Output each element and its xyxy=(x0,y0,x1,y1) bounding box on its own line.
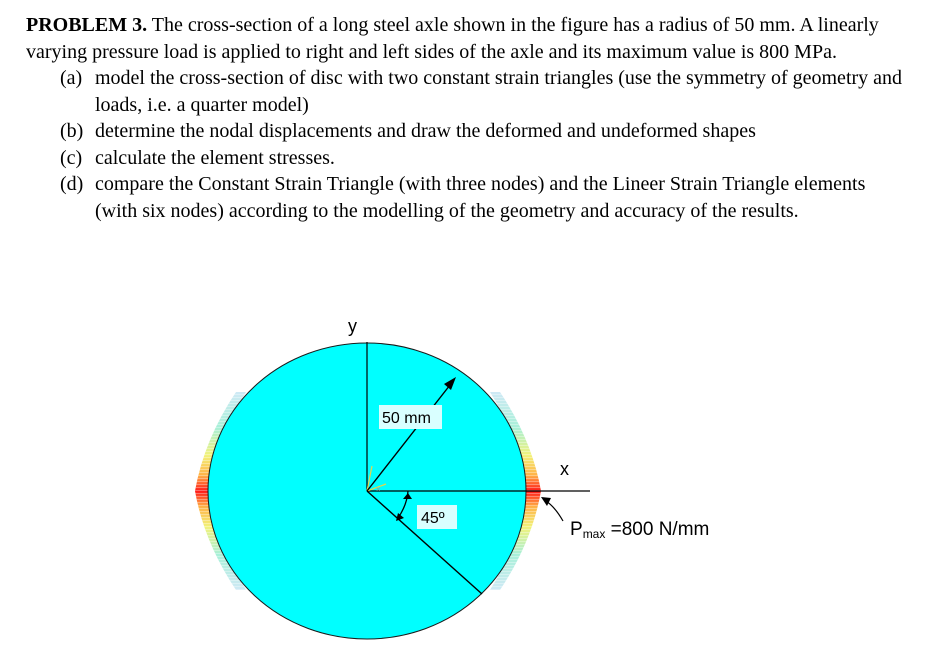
x-axis-label: x xyxy=(560,459,569,479)
part-text: model the cross-section of disc with two constant strain triangles (use the symmetry of geometry and loads, i.e. a quarter model) xyxy=(95,67,903,116)
part-label: (b) xyxy=(60,120,84,142)
part-label: (c) xyxy=(60,146,83,169)
load-label-main: P xyxy=(570,519,583,540)
load-pointer-arrowhead xyxy=(541,497,551,506)
load-pointer-line xyxy=(546,501,563,521)
part-text: determine the nodal displacements and draw the deformed and undeformed shapes xyxy=(95,120,756,142)
load-label-rest: =800 N/mm xyxy=(605,519,710,540)
origin-mark-glyph: × xyxy=(376,485,381,494)
part-label: (d) xyxy=(60,173,84,195)
problem-intro-text: The cross-section of a long steel axle shown in the figure has a radius of 50 mm. A linearly varying pressure load is applied to right and left sides of the axle and its maximum value is 800 MPa. xyxy=(26,14,879,63)
angle-label: 45º xyxy=(421,510,445,527)
part-text: compare the Constant Strain Triangle (with three nodes) and the Lineer Strain Triangle elements (with six nodes) according to the modelling of the geometry and accuracy of the results. xyxy=(95,173,866,222)
y-axis-label: y xyxy=(348,316,357,336)
problem-heading: PROBLEM 3. xyxy=(26,14,148,36)
load-label xyxy=(570,519,709,541)
radius-label: 50 mm xyxy=(382,410,431,427)
part-label: (a) xyxy=(60,67,83,89)
part-text: calculate the element stresses. xyxy=(95,146,335,169)
load-label-sub: max xyxy=(582,527,606,541)
